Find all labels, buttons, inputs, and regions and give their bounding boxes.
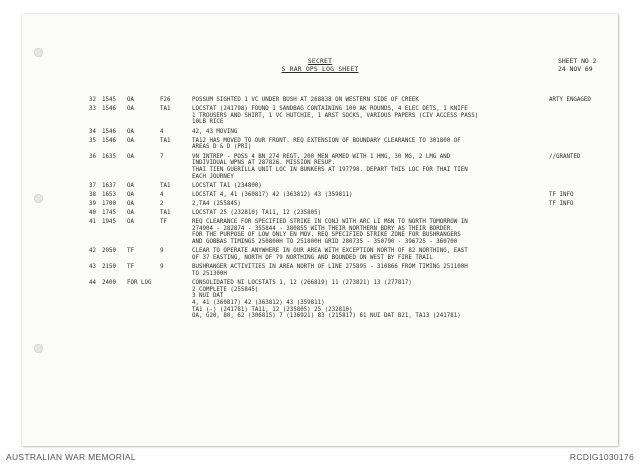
entry-serial: 38 xyxy=(89,191,96,198)
entry-to: 9 xyxy=(160,264,164,271)
entry-to: 7 xyxy=(160,153,164,160)
entry-from: OA xyxy=(127,182,134,189)
entry-to: 4 xyxy=(160,128,164,135)
punch-hole xyxy=(34,48,43,57)
entry-serial: 33 xyxy=(89,106,96,113)
entry-from: TF xyxy=(127,248,134,255)
log-entry xyxy=(22,192,618,199)
entry-from: OA xyxy=(127,153,134,160)
entry-from: OA xyxy=(127,200,134,207)
entry-event-line: LOCSTAT (241798) FOUND 1 SANDBAG CONTAINING 100 AK ROUNDS, 4 ELEC DETS, 1 KNIFE xyxy=(192,106,468,113)
entry-from: TF xyxy=(127,264,134,271)
entry-event-line: LOCSTAT 25 (232810) TA11, 12 (235805) xyxy=(192,210,322,216)
entry-time: 1635 xyxy=(102,153,116,160)
footer-id: RCDIG1030176 xyxy=(569,452,634,462)
entry-event-line: THAI TIEN GUERILLA UNIT LOC IN BUNKERS AT 197798. DEPART THIS LOC FOR THAI TIEN xyxy=(192,166,468,173)
entry-from: OA xyxy=(127,106,134,113)
entry-event-line: POSSUM SIGHTED 1 VC UNDER BUSH AT 268838 ON WESTERN SIDE OF CREEK xyxy=(192,97,419,103)
entry-time: 1546 xyxy=(102,137,116,144)
entry-event-line: 2,TA4 (255845) xyxy=(192,200,241,207)
log-entry xyxy=(22,106,618,126)
entry-time: 1745 xyxy=(102,210,116,216)
entry-event-line: 42, 43 MOVING xyxy=(192,128,238,135)
log-entry xyxy=(22,219,618,246)
entry-from: OA xyxy=(127,191,134,198)
log-entry xyxy=(22,129,618,136)
entry-event-line: BUSHRANGER ACTIVITIES IN AREA NORTH OF LINE 275895 - 310866 FROM TIMING 251100H xyxy=(192,264,468,271)
entry-event-line: FOR THE PURPOSE OF LOW ONLY EN MOV. REQ SPECIFIED STRIKE ZONE FOR BUSHRANGERS xyxy=(192,232,461,239)
footer-source: AUSTRALIAN WAR MEMORIAL xyxy=(6,452,136,462)
entry-event-line: OF 37 EASTING, NORTH OF 79 NORTHING AND BOUNDED ON WEST BY FIRE TRAIL xyxy=(192,254,433,261)
entry-to: 9 xyxy=(160,248,164,255)
entry-serial: 40 xyxy=(89,210,96,216)
entry-to: TA1 xyxy=(160,106,171,113)
entry-from: OA xyxy=(127,128,134,135)
entry-action: TF INFO xyxy=(549,191,574,198)
entry-event-line: VN INTREP - POSS 4 BN 274 REGT. 200 MEN ARMED WITH 1 HMG, 30 MG, 2 LMG AND xyxy=(192,153,451,160)
entry-event-line: 274904 - 282874 - 355844 - 380855 WITH THEIR NORTHERN BDRY AS THEIR BORDER. xyxy=(192,225,454,232)
sheet-date: 24 NOV 69 xyxy=(558,65,593,73)
entry-action: ARTY ENGAGED xyxy=(549,97,591,103)
log-entry xyxy=(22,248,618,261)
entry-from: OA xyxy=(127,97,134,103)
entry-serial: 35 xyxy=(89,137,96,144)
log-sheet-page xyxy=(22,14,618,446)
log-entry xyxy=(22,183,618,190)
punch-hole xyxy=(34,344,43,353)
entry-time: 1653 xyxy=(102,191,116,198)
entry-time: 2050 xyxy=(102,248,116,255)
entry-serial: 44 xyxy=(89,279,96,286)
entry-to: TA1 xyxy=(160,210,171,216)
entry-time: 2150 xyxy=(102,264,116,271)
entry-serial: 42 xyxy=(89,248,96,255)
entry-event-line: TA1 (-) (241781) TA11, 12 (235805) 25 (232810) xyxy=(192,306,353,313)
entry-event-line: 1 TROUSERS AND SHIRT, 1 VC HUTCHIE, 1 ARST SOCKS, VARIOUS PAPERS (CIV ACCESS PASS) xyxy=(192,112,479,119)
entry-event-line: CLEAR TO OPERATE ANYWHERE IN OUR AREA WITH EXCEPTION NORTH OF 82 NORTHING, EAST xyxy=(192,248,468,255)
entry-event-line: 3 NUI DAT xyxy=(192,293,224,300)
entry-from: OA xyxy=(127,210,134,216)
entry-to: TA1 xyxy=(160,182,171,189)
entry-to: TA1 xyxy=(160,137,171,144)
entry-serial: 36 xyxy=(89,153,96,160)
entry-from: OA xyxy=(127,137,134,144)
entry-action: TF INFO xyxy=(549,200,574,207)
entry-event-line: OA, G20, 80, 62 (306815) 7 (136921) 83 (215817) 61 NUI DAT B21, TA13 (241781) xyxy=(192,313,461,320)
log-entry xyxy=(22,201,618,208)
entry-event-line: AREAS D & D (PRI) xyxy=(192,144,252,151)
log-entry xyxy=(22,154,618,181)
entry-time: 1945 xyxy=(102,219,116,226)
sheet-title: 5 RAR OPS LOG SHEET xyxy=(281,65,359,73)
log-entry xyxy=(22,138,618,151)
entry-event-line: 4, 41 (360817) 42 (363812) 43 (359811) xyxy=(192,299,325,306)
entry-time: 1637 xyxy=(102,182,116,189)
log-entry xyxy=(22,97,618,104)
sheet-number: SHEET NO 2 xyxy=(558,57,597,65)
entry-time: 2400 xyxy=(102,279,116,286)
log-entry xyxy=(22,264,618,277)
entry-from: OA xyxy=(127,219,134,226)
entry-from: FOR LOG xyxy=(127,279,152,286)
entry-serial: 41 xyxy=(89,219,96,226)
entry-event-line: TA12 HAS MOVED TO OUR FRONT. REQ EXTENSION OF BOUNDARY CLEARANCE TO 301800 OF xyxy=(192,137,461,144)
entry-serial: 34 xyxy=(89,128,96,135)
entry-event-line: INDIVIDUAL WPNS AT 287826. MISSION RESUP. xyxy=(192,160,336,167)
entry-time: 1546 xyxy=(102,106,116,113)
entry-time: 1546 xyxy=(102,128,116,135)
classification-marking: SECRET xyxy=(307,57,333,65)
entry-serial: 32 xyxy=(89,97,96,103)
entry-event-line: EACH JOURNEY xyxy=(192,173,234,180)
entry-event-line: LOCSTAT TA1 (234800) xyxy=(192,182,262,189)
entry-to: 2 xyxy=(160,200,164,207)
log-entry xyxy=(22,210,618,217)
entry-event-line: 2 COMPLETE (255845) xyxy=(192,286,259,293)
entry-to: 4 xyxy=(160,191,164,198)
entry-event-line: AND GOBBAS TIMINGS 250800H TO 251800H GRID 280735 - 350790 - 396725 - 360700 xyxy=(192,239,458,246)
entry-time: 1700 xyxy=(102,200,116,207)
entry-serial: 37 xyxy=(89,182,96,189)
entry-to: F26 xyxy=(160,97,171,103)
entry-time: 1545 xyxy=(102,97,116,103)
entry-serial: 39 xyxy=(89,200,96,207)
entry-action: //GRANTED xyxy=(549,153,581,160)
entry-event-line: LOCSTAT 4, 41 (360817) 42 (363812) 43 (359811) xyxy=(192,191,353,198)
entry-event-line: TO 251300H xyxy=(192,270,227,277)
entry-to: TF xyxy=(160,219,167,226)
entry-event-line: CONSOLIDATED NI LOCSTATS 1, 12 (266819) 11 (273821) 13 (277817) xyxy=(192,279,412,286)
entry-event-line: 10LB RICE xyxy=(192,119,224,126)
entry-serial: 43 xyxy=(89,264,96,271)
entry-event-line: REQ CLEARANCE FOR SPECIFIED STRIKE IN CONJ WITH ARC LI MSN TO NORTH TOMORROW IN xyxy=(192,219,468,226)
log-entry xyxy=(22,280,618,320)
